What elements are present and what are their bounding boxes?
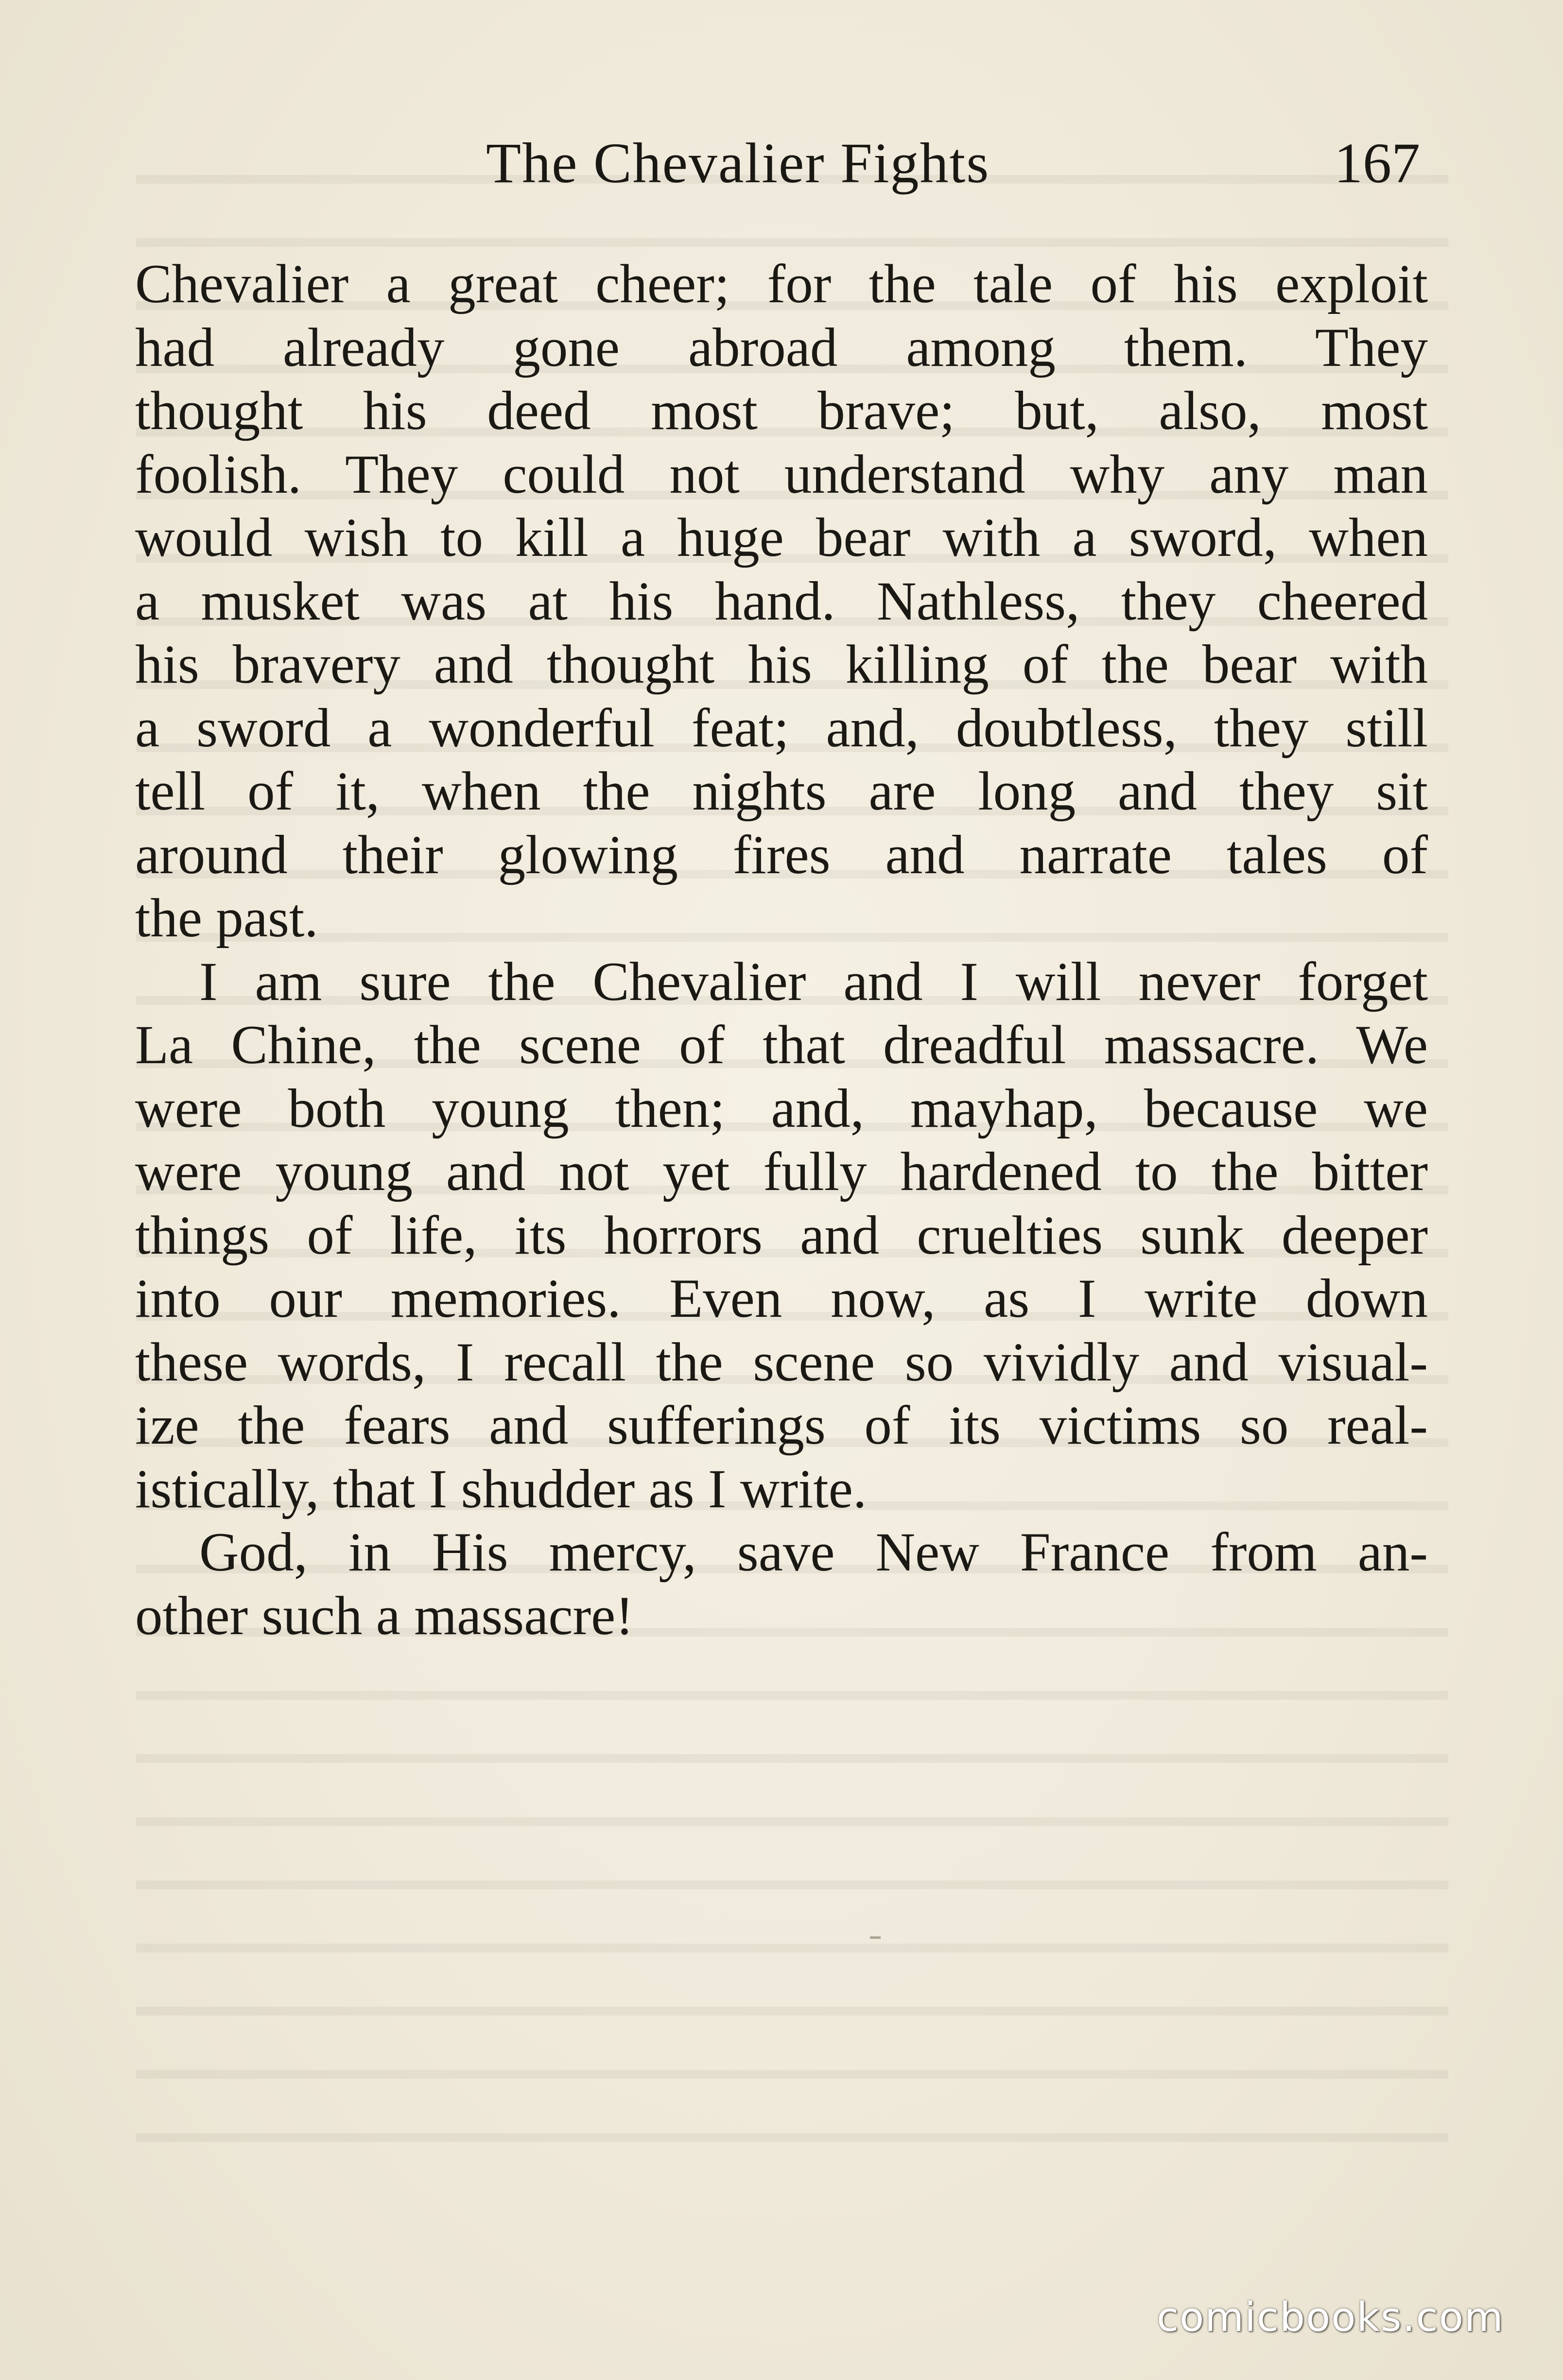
running-head: The Chevalier Fights (486, 131, 990, 195)
text-line: ize the fears and sufferings of its victims so real- (135, 1395, 1428, 1456)
text-line-paragraph-end: istically, that I shudder as I write. (135, 1458, 867, 1519)
source-watermark: comicbooks.com (1157, 2294, 1504, 2341)
text-line: into our memories. Even now, as I write down (135, 1268, 1428, 1329)
page-number: 167 (1334, 131, 1420, 195)
text-line: foolish. They could not understand why any man (135, 444, 1428, 505)
text-line: tell of it, when the nights are long and they sit (135, 761, 1428, 822)
text-line: were both young then; and, mayhap, because we (135, 1078, 1428, 1139)
text-line-paragraph-start: I am sure the Chevalier and I will never forget (199, 951, 1428, 1012)
stray-ink-mark (870, 1936, 881, 1939)
text-line: were young and not yet fully hardened to the bitter (135, 1141, 1428, 1202)
text-line-paragraph-end: the past. (135, 888, 318, 949)
text-line: La Chine, the scene of that dreadful massacre. We (135, 1015, 1428, 1075)
text-line: things of life, its horrors and cruelties sunk deeper (135, 1205, 1428, 1266)
text-line-paragraph-end: other such a massacre! (135, 1585, 634, 1646)
text-line: a sword a wonderful feat; and, doubtless, they still (135, 697, 1428, 759)
text-line: his bravery and thought his killing of the bear with (135, 634, 1428, 695)
text-line: thought his deed most brave; but, also, most (135, 380, 1428, 441)
body-text (135, 253, 1428, 1648)
text-line: had already gone abroad among them. They (135, 317, 1428, 378)
text-line: would wish to kill a huge bear with a sword, when (135, 507, 1428, 568)
text-line: Chevalier a great cheer; for the tale of his exploit (135, 254, 1428, 314)
text-line: these words, I recall the scene so vividly and visual- (135, 1331, 1428, 1393)
text-line-paragraph-start: God, in His mercy, save New France from an- (199, 1522, 1428, 1583)
page-header (0, 130, 1563, 203)
text-line: around their glowing fires and narrate tales of (135, 824, 1428, 885)
text-line: a musket was at his hand. Nathless, they cheered (135, 570, 1428, 632)
